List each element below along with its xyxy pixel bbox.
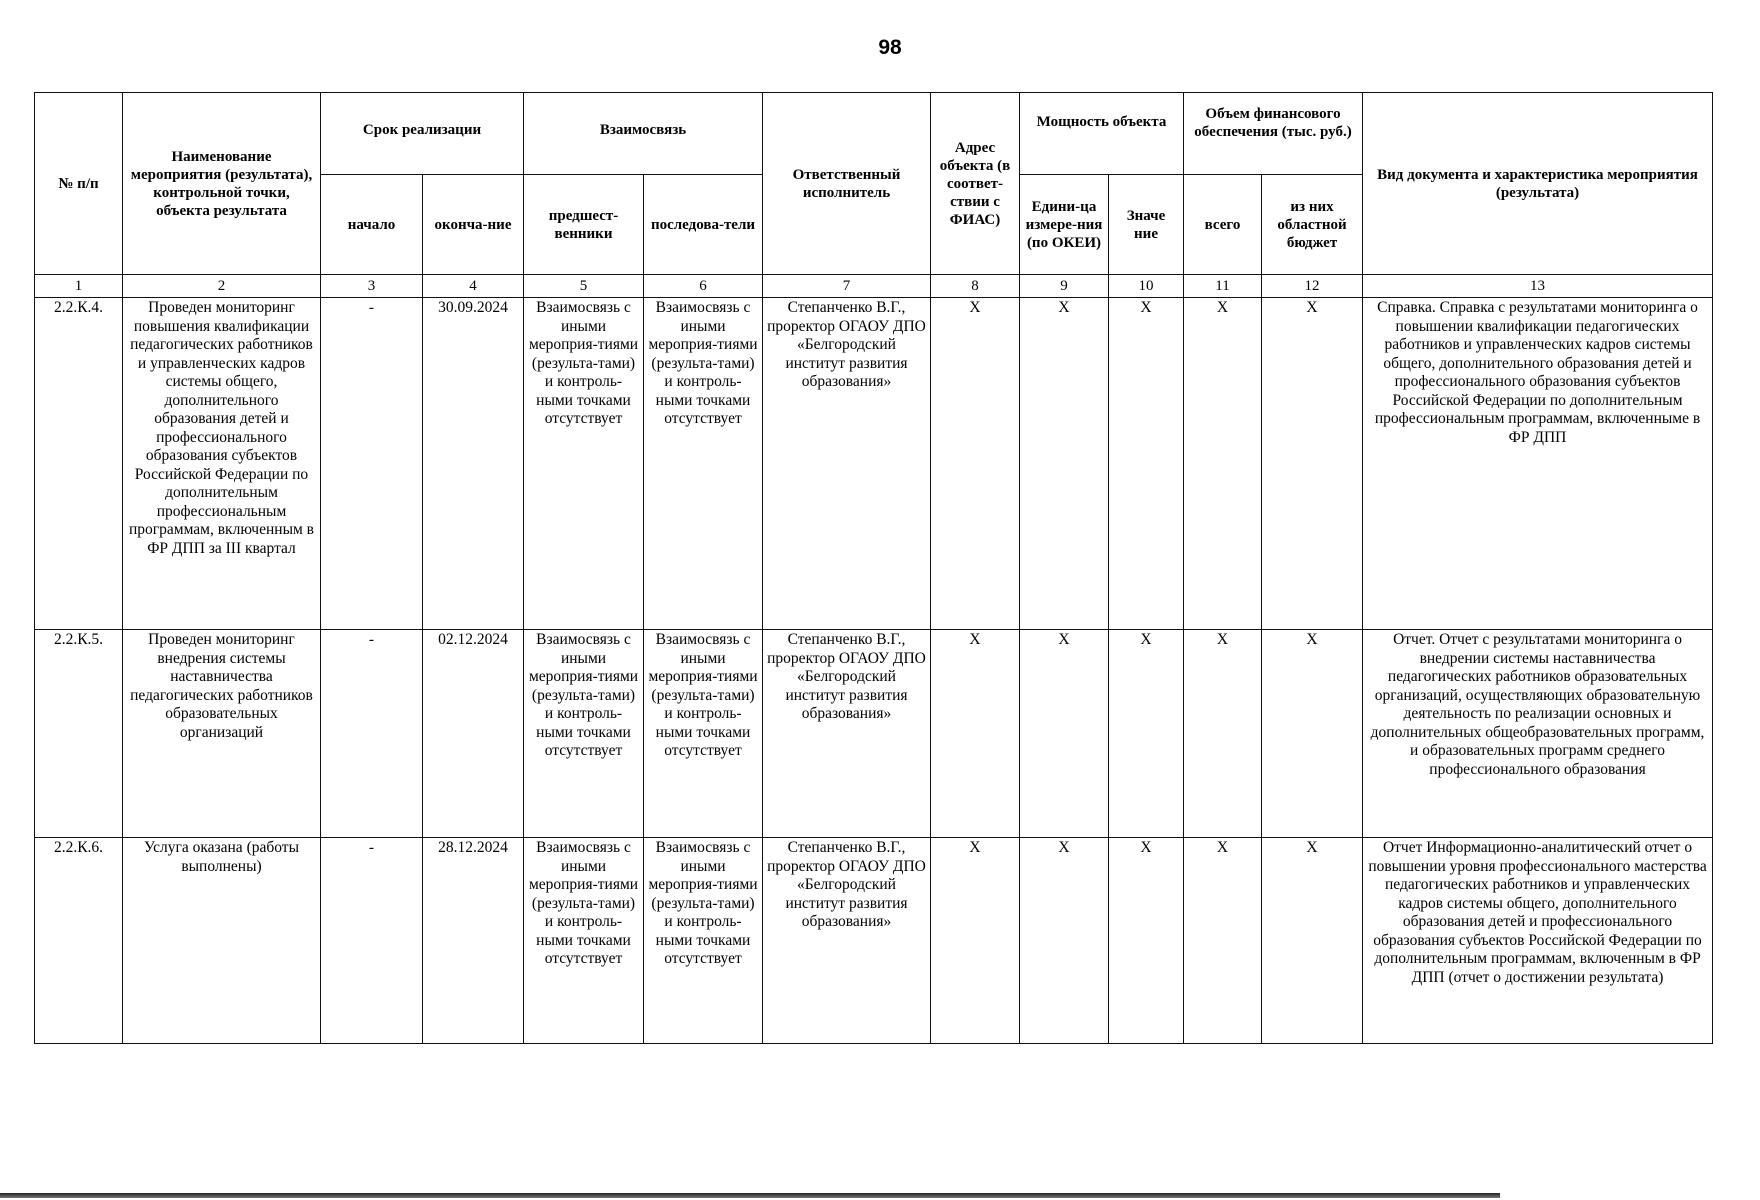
header-name: Наименование мероприятия (результата), контрольной точки, объекта результата [123,93,321,275]
row-responsible: Степанченко В.Г., проректор ОГАОУ ДПО «Белгородский институт развития образования» [763,630,931,838]
row-successors: Взаимосвязь с иными мероприя-тиями (результа-тами) и контроль-ными точками отсутствует [644,298,763,630]
header-finance: Объем финансового обеспечения (тыс. руб.) [1184,93,1363,175]
row-predecessors: Взаимосвязь с иными мероприя-тиями (результа-тами) и контроль-ными точками отсутствует [524,298,644,630]
row-end: 30.09.2024 [423,298,524,630]
header-relation: Взаимосвязь [524,93,763,175]
row-regional: X [1262,298,1363,630]
scan-edge-line [0,1193,1500,1198]
row-start: - [321,630,423,838]
row-address: X [931,630,1020,838]
header-capacity-value: Значе ние [1109,175,1184,275]
row-total: X [1184,838,1262,1044]
header-relation-next: последова-тели [644,175,763,275]
header-relation-prev: предшест-венники [524,175,644,275]
column-number: 7 [763,275,931,298]
header-capacity-unit: Едини-ца измере-ния (по ОКЕИ) [1020,175,1109,275]
row-end: 28.12.2024 [423,838,524,1044]
row-value: X [1109,298,1184,630]
row-total: X [1184,630,1262,838]
header-num: № п/п [35,93,123,275]
row-successors: Взаимосвязь с иными мероприя-тиями (результа-тами) и контроль-ными точками отсутствует [644,838,763,1044]
row-name: Проведен мониторинг повышения квалификации педагогических работников и управленческих кадров системы общего, дополнительного образования детей и профессионального образования субъектов Российской Федерации по дополнительным профессиональным программам, включенным в ФР ДПП за III квартал [123,298,321,630]
row-value: X [1109,630,1184,838]
row-predecessors: Взаимосвязь с иными мероприя-тиями (результа-тами) и контроль-ными точками отсутствует [524,838,644,1044]
row-address: X [931,298,1020,630]
column-number: 6 [644,275,763,298]
header-address: Адрес объекта (в соответ-ствии с ФИАС) [931,93,1020,275]
column-number: 10 [1109,275,1184,298]
column-number: 9 [1020,275,1109,298]
row-regional: X [1262,630,1363,838]
table-row [35,838,1713,1044]
row-regional: X [1262,838,1363,1044]
row-end: 02.12.2024 [423,630,524,838]
column-number: 2 [123,275,321,298]
row-start: - [321,298,423,630]
activities-table [34,92,1713,1044]
page-number: 98 [878,36,902,59]
row-doc: Отчет. Отчет с результатами мониторинга о внедрении системы наставничества педагогических работников образовательных организаций, осуществляющих образовательную деятельность по реализации основных и дополнительных общеобразовательных программ, и образовательных программ среднего профессионального образования [1363,630,1713,838]
column-number: 11 [1184,275,1262,298]
row-num: 2.2.К.4. [35,298,123,630]
row-responsible: Степанченко В.Г., проректор ОГАОУ ДПО «Белгородский институт развития образования» [763,298,931,630]
header-finance-regional: из них областной бюджет [1262,175,1363,275]
row-num: 2.2.К.6. [35,838,123,1044]
column-number: 3 [321,275,423,298]
column-number: 1 [35,275,123,298]
row-name: Проведен мониторинг внедрения системы наставничества педагогических работников образовательных организаций [123,630,321,838]
row-total: X [1184,298,1262,630]
header-term-end: оконча-ние [423,175,524,275]
row-predecessors: Взаимосвязь с иными мероприя-тиями (результа-тами) и контроль-ными точками отсутствует [524,630,644,838]
row-address: X [931,838,1020,1044]
header-finance-total: всего [1184,175,1262,275]
header-capacity: Мощность объекта [1020,93,1184,175]
row-unit: X [1020,630,1109,838]
table-row [35,298,1713,630]
row-name: Услуга оказана (работы выполнены) [123,838,321,1044]
header-doc-type: Вид документа и характеристика мероприятия (результата) [1363,93,1713,275]
column-number: 13 [1363,275,1713,298]
column-number: 8 [931,275,1020,298]
header-responsible: Ответственный исполнитель [763,93,931,275]
row-doc: Справка. Справка с результатами мониторинга о повышении квалификации педагогических работников и управленческих кадров системы общего, дополнительного образования детей и профессионального образования субъектов Российской Федерации по дополнительным профессиональным программам, включенныме в ФР ДПП [1363,298,1713,630]
header-row [35,93,1713,175]
row-successors: Взаимосвязь с иными мероприя-тиями (результа-тами) и контроль-ными точками отсутствует [644,630,763,838]
row-start: - [321,838,423,1044]
column-number: 12 [1262,275,1363,298]
header-term-start: начало [321,175,423,275]
table-row [35,630,1713,838]
row-unit: X [1020,298,1109,630]
row-value: X [1109,838,1184,1044]
row-doc: Отчет Информационно-аналитический отчет о повышении уровня профессионального мастерства педагогических работников и управленческих кадров системы общего, дополнительного образования детей и профессионального образования субъектов Российской Федерации по дополнительным программам, включенным в ФР ДПП (отчет о достижении результата) [1363,838,1713,1044]
row-num: 2.2.К.5. [35,630,123,838]
column-numbers-row [35,275,1713,298]
row-responsible: Степанченко В.Г., проректор ОГАОУ ДПО «Белгородский институт развития образования» [763,838,931,1044]
column-number: 4 [423,275,524,298]
header-term: Срок реализации [321,93,524,175]
row-unit: X [1020,838,1109,1044]
column-number: 5 [524,275,644,298]
